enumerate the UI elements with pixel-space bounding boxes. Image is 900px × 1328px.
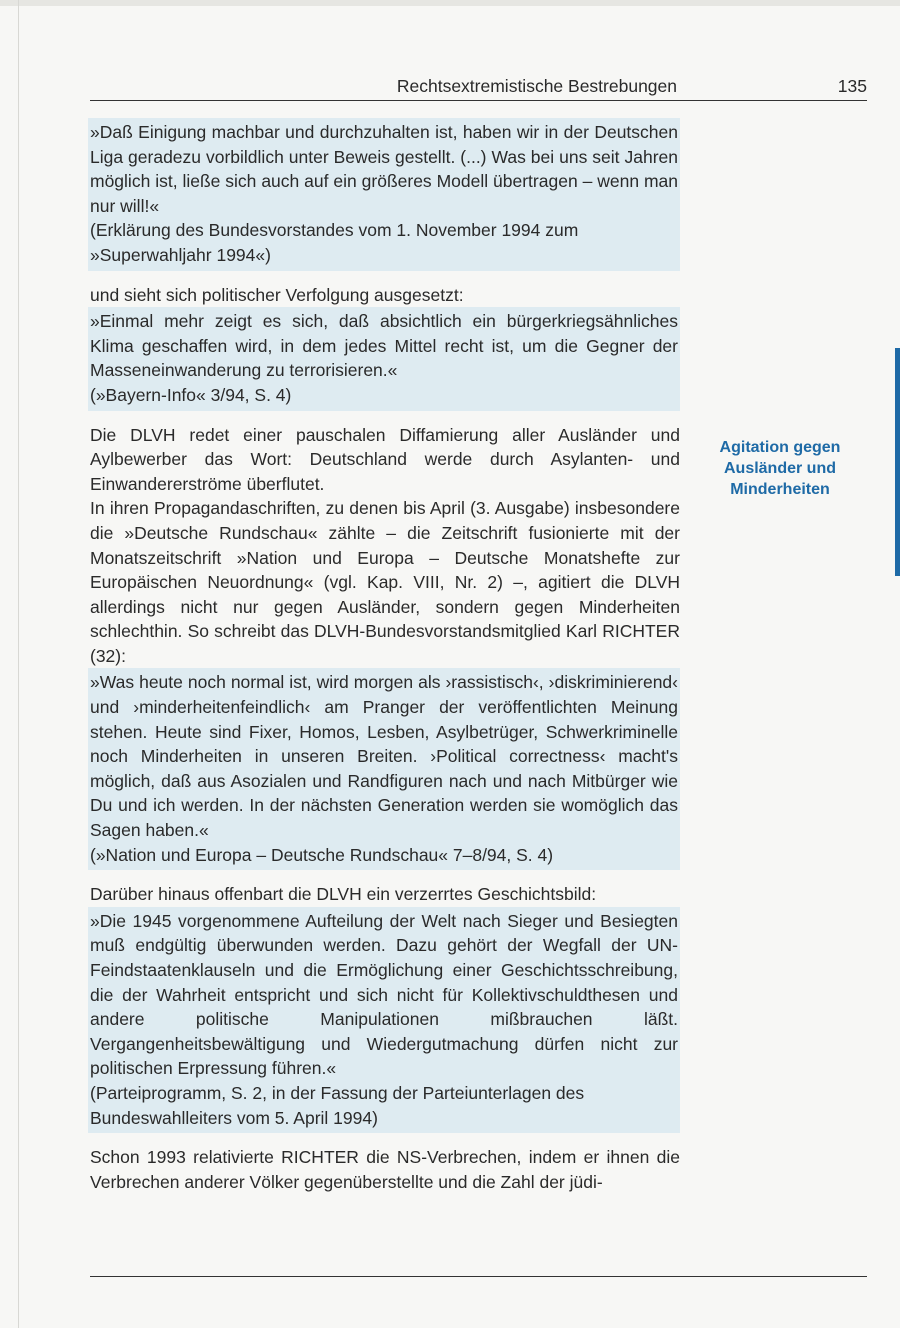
page-number: 135 bbox=[837, 76, 867, 96]
body-paragraph: Die DLVH redet einer pauschalen Diffamierung aller Ausländer und Aylbewerber das Wort: Deutschland werde durch Asylanten- und Einwandererströme überflutet. bbox=[90, 424, 680, 494]
quote-block bbox=[88, 907, 680, 1133]
running-title: Rechtsextremistische Bestrebungen bbox=[396, 76, 677, 96]
body-paragraph: Darüber hinaus offenbart die DLVH ein verzerrtes Geschichtsbild: bbox=[90, 884, 597, 905]
chapter-tab-marker bbox=[895, 348, 900, 576]
quote-source: (Erklärung des Bundesvorstandes vom 1. November 1994 zum »Superwahljahr 1994«) bbox=[90, 220, 579, 265]
quote-text: »Die 1945 vorgenommene Aufteilung der Welt nach Sieger und Besiegten muß endgültig überwunden werden. Dazu gehört der Wegfall der UN-Feindstaatenklauseln und die Ermöglichung einer Geschichtsschreibung, die der Wahrheit entspricht und sich nicht für Kollektivschuldthesen und andere politische Manipulationen mißbrauchen läßt. Vergangenheitsbewältigung und Wiedergutmachung dürfen nicht zur politischen Erpressung führen.« bbox=[90, 910, 678, 1079]
body-paragraph: und sieht sich politischer Verfolgung ausgesetzt: bbox=[90, 284, 464, 305]
footer-rule bbox=[90, 1276, 867, 1277]
quote-text: »Einmal mehr zeigt es sich, daß absichtlich ein bürgerkriegsähnliches Klima geschaffen wird, in dem jedes Mittel recht ist, um die Gegner der Masseneinwanderung zu terrorisieren.« bbox=[90, 311, 678, 381]
quote-source: (Parteiprogramm, S. 2, in der Fassung der Parteiunterlagen des Bundeswahlleiters vom 5. April 1994) bbox=[90, 1082, 585, 1128]
scan-page-edge bbox=[18, 0, 19, 1328]
body-paragraph: Schon 1993 relativierte RICHTER die NS-Verbrechen, indem er ihnen die Verbrechen anderer Völker gegenüberstellte und die Zahl der jüdi- bbox=[90, 1147, 680, 1192]
body-paragraph: In ihren Propagandaschriften, zu denen bis April (3. Ausgabe) insbesondere die »Deutsche Rundschau« zählte – die Zeitschrift fusionierte mit der Monatszeitschrift »Nation und Europa – Deutsche Monatshefte zur Europäischen Neuordnung« (vgl. Kap. VIII, Nr. 2) –, agitiert die DLVH allerdings nicht nur gegen Ausländer, sondern gegen Minderheiten schlechthin. So schreibt das DLVH-Bundesvorstandsmitglied Karl RICHTER (32): bbox=[90, 498, 680, 666]
quote-source: (»Bayern-Info« 3/94, S. 4) bbox=[90, 384, 292, 405]
margin-note: Agitation gegen Ausländer und Minderheiten bbox=[719, 439, 841, 498]
quote-source: (»Nation und Europa – Deutsche Rundschau« 7–8/94, S. 4) bbox=[90, 844, 554, 865]
quote-text: »Was heute noch normal ist, wird morgen als ›rassistisch‹, ›diskriminierend‹ und ›minderheitenfeindlich‹ am Pranger der veröffentlichten Meinung stehen. Heute sind Fixer, Homos, Lesben, Asylbetrüger, Schwerkriminelle noch Minderheiten in unseren Breiten. ›Political correctness‹ macht's möglich, daß aus Asozialen und Randfiguren nach und nach Mitbürger wie Du und ich werden. In der nächsten Generation werden sie womöglich das Sagen haben.« bbox=[90, 672, 678, 841]
main-text-column bbox=[90, 118, 680, 1194]
scan-top-edge bbox=[0, 0, 900, 6]
quote-text: »Daß Einigung machbar und durchzuhalten ist, haben wir in der Deutschen Liga geradezu vorbildlich unter Beweis gestellt. (...) Was bei uns seit Jahren möglich ist, ließe sich auch auf ein größeres Modell übertragen – wenn man nur will!« bbox=[90, 122, 678, 216]
quote-block bbox=[88, 307, 680, 410]
quote-block bbox=[88, 668, 680, 870]
running-header bbox=[90, 76, 867, 101]
quote-block bbox=[88, 118, 680, 271]
